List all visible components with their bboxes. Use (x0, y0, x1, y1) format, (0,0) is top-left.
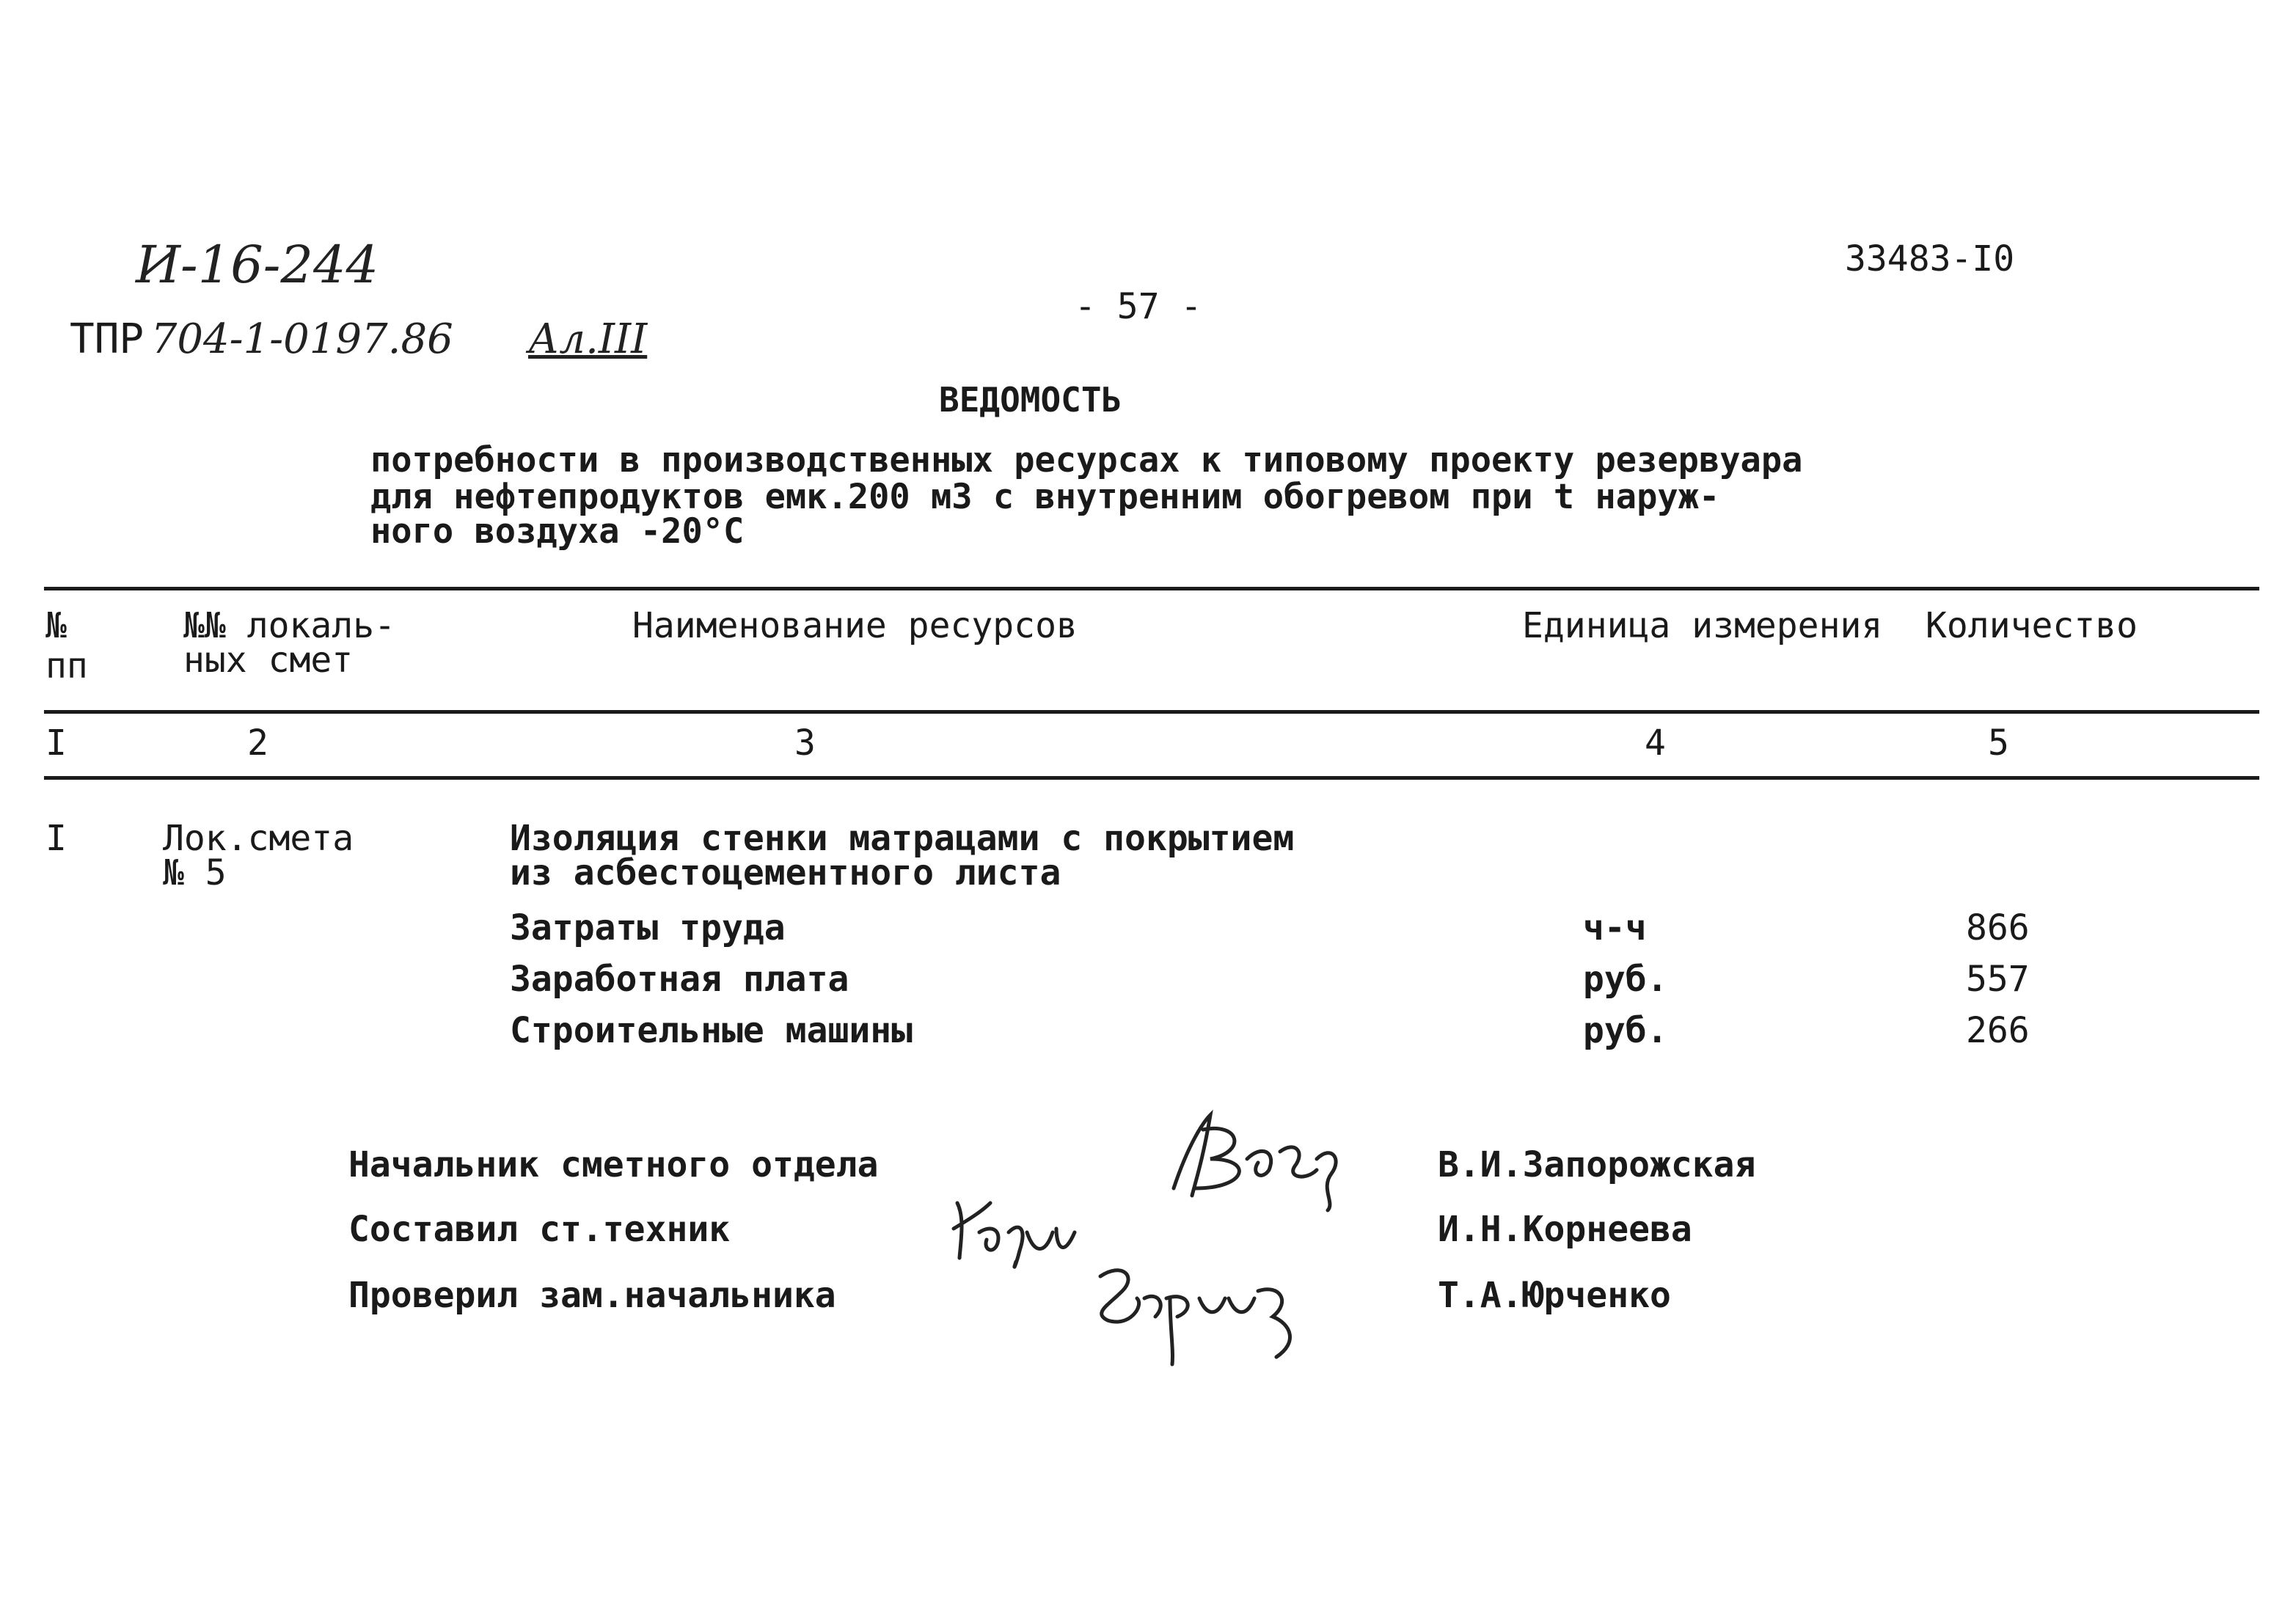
column-number-3: 3 (794, 723, 816, 764)
item-unit: руб. (1583, 1010, 1668, 1051)
signature-role: Начальник сметного отдела (348, 1144, 879, 1185)
handwritten-code: И-16-244 (136, 235, 379, 295)
header-estimate-line2: ных смет (183, 640, 354, 681)
tpr-prefix: ТПР (70, 315, 145, 363)
title-line-3: ного воздуха -20°С (370, 511, 745, 552)
title-line-1: потребности в производственных ресурсах к типовому проекту резервуара (370, 440, 1803, 480)
header-unit: Единица измерения (1522, 605, 1883, 646)
header-estimate-line1: №№ локаль- (183, 605, 395, 646)
signature-role: Составил ст.техник (348, 1209, 731, 1250)
signature-person: В.И.Запорожская (1438, 1144, 1756, 1185)
item-quantity: 866 (1966, 907, 2030, 948)
column-number-5: 5 (1988, 723, 2009, 764)
header-num-line1: № (45, 605, 67, 646)
page-number: - 57 - (1075, 286, 1202, 327)
item-quantity: 557 (1966, 959, 2030, 1000)
tpr-reference (70, 315, 453, 363)
signature-scribble-checker (1078, 1247, 1313, 1375)
item-unit: руб. (1583, 959, 1668, 1000)
document-heading: ВЕДОМОСТЬ (939, 380, 1122, 420)
item-quantity: 266 (1966, 1010, 2030, 1051)
signature-person: Т.А.Юрченко (1438, 1275, 1671, 1316)
header-num-line2: пп (45, 645, 88, 687)
row-description-line1: Изоляция стенки матрацами с покрытием (510, 818, 1295, 859)
signature-person: И.Н.Корнеева (1438, 1209, 1692, 1250)
signature-scribble-head (1159, 1100, 1350, 1221)
item-name: Заработная плата (510, 959, 849, 1000)
column-number-4: 4 (1645, 723, 1666, 764)
item-name: Затраты труда (510, 907, 786, 948)
row-number: I (45, 818, 67, 859)
tpr-number: 704-1-0197.86 (150, 315, 453, 363)
column-number-1: I (45, 723, 67, 764)
numbers-bottom-rule (44, 776, 2259, 780)
header-quantity: Количество (1926, 605, 2138, 646)
row-estimate-line1: Лок.смета (163, 818, 354, 859)
item-unit: ч-ч (1583, 907, 1647, 948)
row-estimate-line2: № 5 (163, 852, 227, 893)
signature-role: Проверил зам.начальника (348, 1275, 836, 1316)
document-number: 33483-I0 (1845, 238, 2015, 279)
header-bottom-rule (44, 710, 2259, 714)
item-name: Строительные машины (510, 1010, 913, 1051)
column-number-2: 2 (247, 723, 268, 764)
signature-scribble-compiler (946, 1188, 1093, 1279)
title-line-2: для нефтепродуктов емк.200 м3 с внутренним обогревом при t наруж- (370, 477, 1720, 517)
row-description-line2: из асбестоцементного листа (510, 852, 1061, 893)
album-label: Ал.III (528, 315, 648, 363)
header-resource-name: Наименование ресурсов (632, 605, 1078, 646)
table-top-rule (44, 587, 2259, 590)
